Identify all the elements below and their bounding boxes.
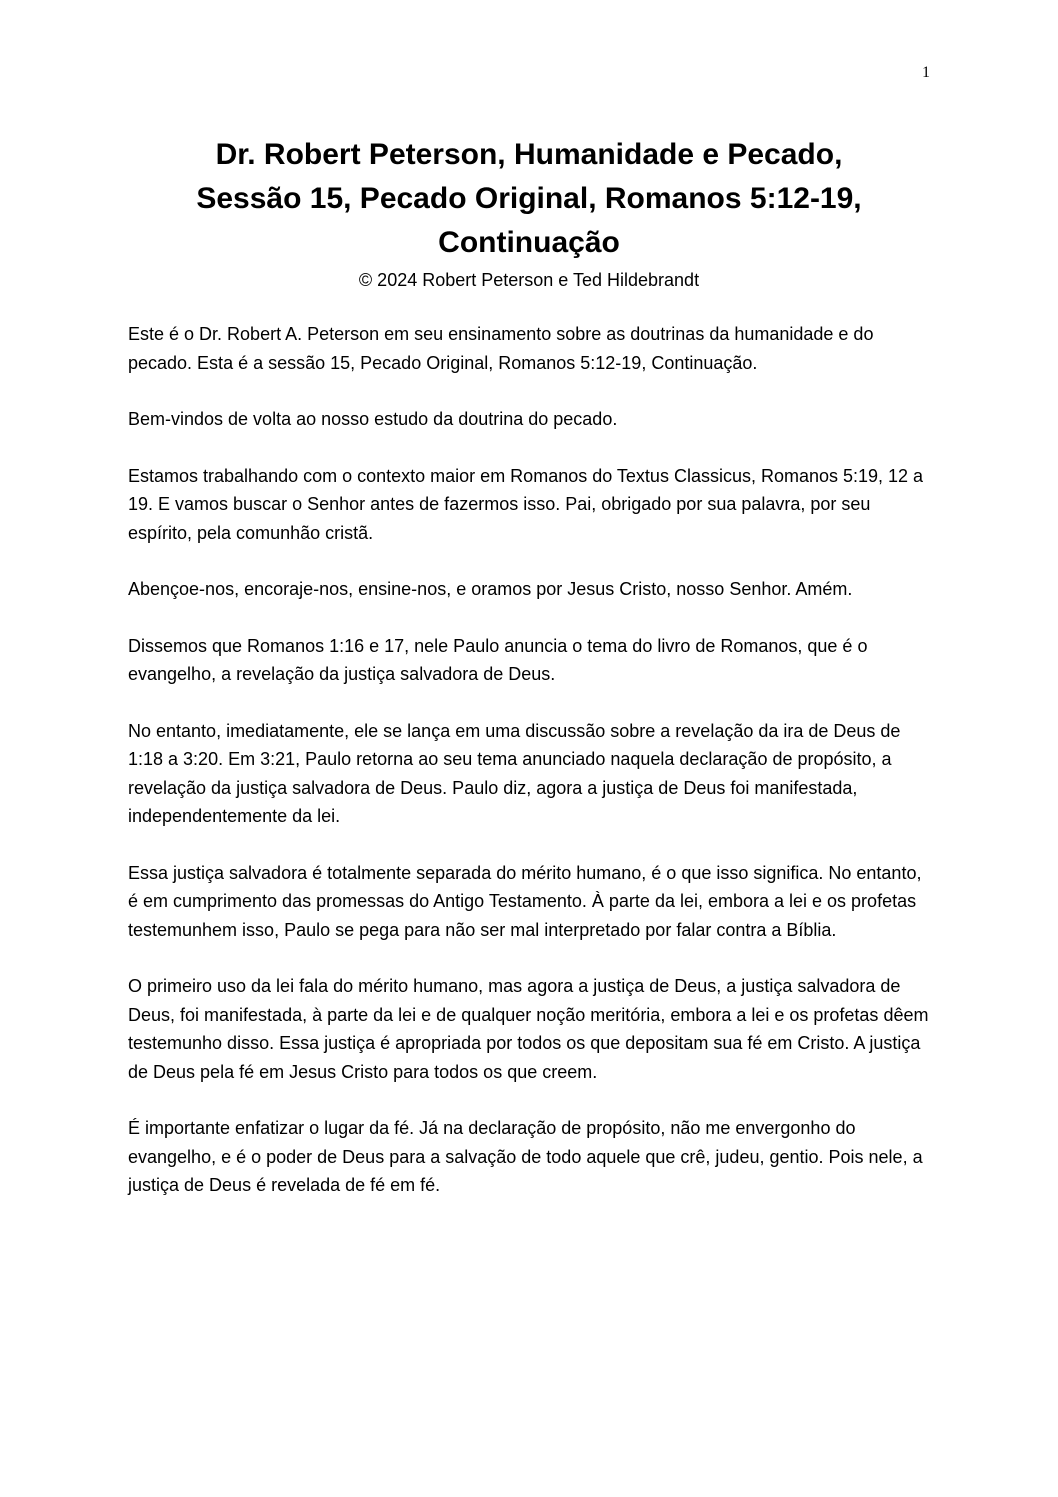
paragraph: Estamos trabalhando com o contexto maior em Romanos do Textus Classicus, Romanos 5:19, 12 a 19. E vamos buscar o Senhor antes de fazermos isso. Pai, obrigado por sua palavra, por seu espírito, pela comunhão cristã. <box>128 465 924 543</box>
copyright-notice: © 2024 Robert Peterson e Ted Hildebrandt <box>358 270 700 290</box>
title-line-1: Dr. Robert Peterson, Humanidade e Pecado, <box>215 138 843 171</box>
paragraph: O primeiro uso da lei fala do mérito humano, mas agora a justiça de Deus, a justiça salvadora de Deus, foi manifestada, à parte da lei e de qualquer noção meritória, embora a lei e os profetas dêem testemunho disso. Essa justiça é apropriada por todos os que depositam sua fé em Cristo. A justiça de Deus pela fé em Jesus Cristo para todos os que creem. <box>128 976 929 1082</box>
paragraph: É importante enfatizar o lugar da fé. Já na declaração de propósito, não me envergonho do evangelho, e é o poder de Deus para a salvação de todo aquele que crê, judeu, gentio. Pois nele, a justiça de Deus é revelada de fé em fé. <box>128 1118 923 1195</box>
paragraph: Este é o Dr. Robert A. Peterson em seu ensinamento sobre as doutrinas da humanidade e do pecado. Esta é a sessão 15, Pecado Original, Romanos 5:12-19, Continuação. <box>128 324 874 373</box>
page-number: 1 <box>922 64 930 81</box>
paragraph: Essa justiça salvadora é totalmente separada do mérito humano, é o que isso significa. No entanto, é em cumprimento das promessas do Antigo Testamento. À parte da lei, embora a lei e os profetas testemunhem isso, Paulo se pega para não ser mal interpretado por falar contra a Bíblia. <box>128 862 922 940</box>
paragraph: Bem-vindos de volta ao nosso estudo da doutrina do pecado. <box>128 409 618 429</box>
document-body <box>128 320 933 1228</box>
paragraph: Abençoe-nos, encoraje-nos, ensine-nos, e oramos por Jesus Cristo, nosso Senhor. Amém. <box>128 579 853 599</box>
title-line-2: Sessão 15, Pecado Original, Romanos 5:12-19, <box>196 182 862 215</box>
title-line-3: Continuação <box>438 226 620 259</box>
document-title <box>128 133 930 265</box>
paragraph: Dissemos que Romanos 1:16 e 17, nele Paulo anuncia o tema do livro de Romanos, que é o evangelho, a revelação da justiça salvadora de Deus. <box>128 635 868 684</box>
paragraph: No entanto, imediatamente, ele se lança em uma discussão sobre a revelação da ira de Deus de 1:18 a 3:20. Em 3:21, Paulo retorna ao seu tema anunciado naquela declaração de propósito, a revelação da justiça salvadora de Deus. Paulo diz, agora a justiça de Deus foi manifestada, independentemente da lei. <box>128 720 901 826</box>
